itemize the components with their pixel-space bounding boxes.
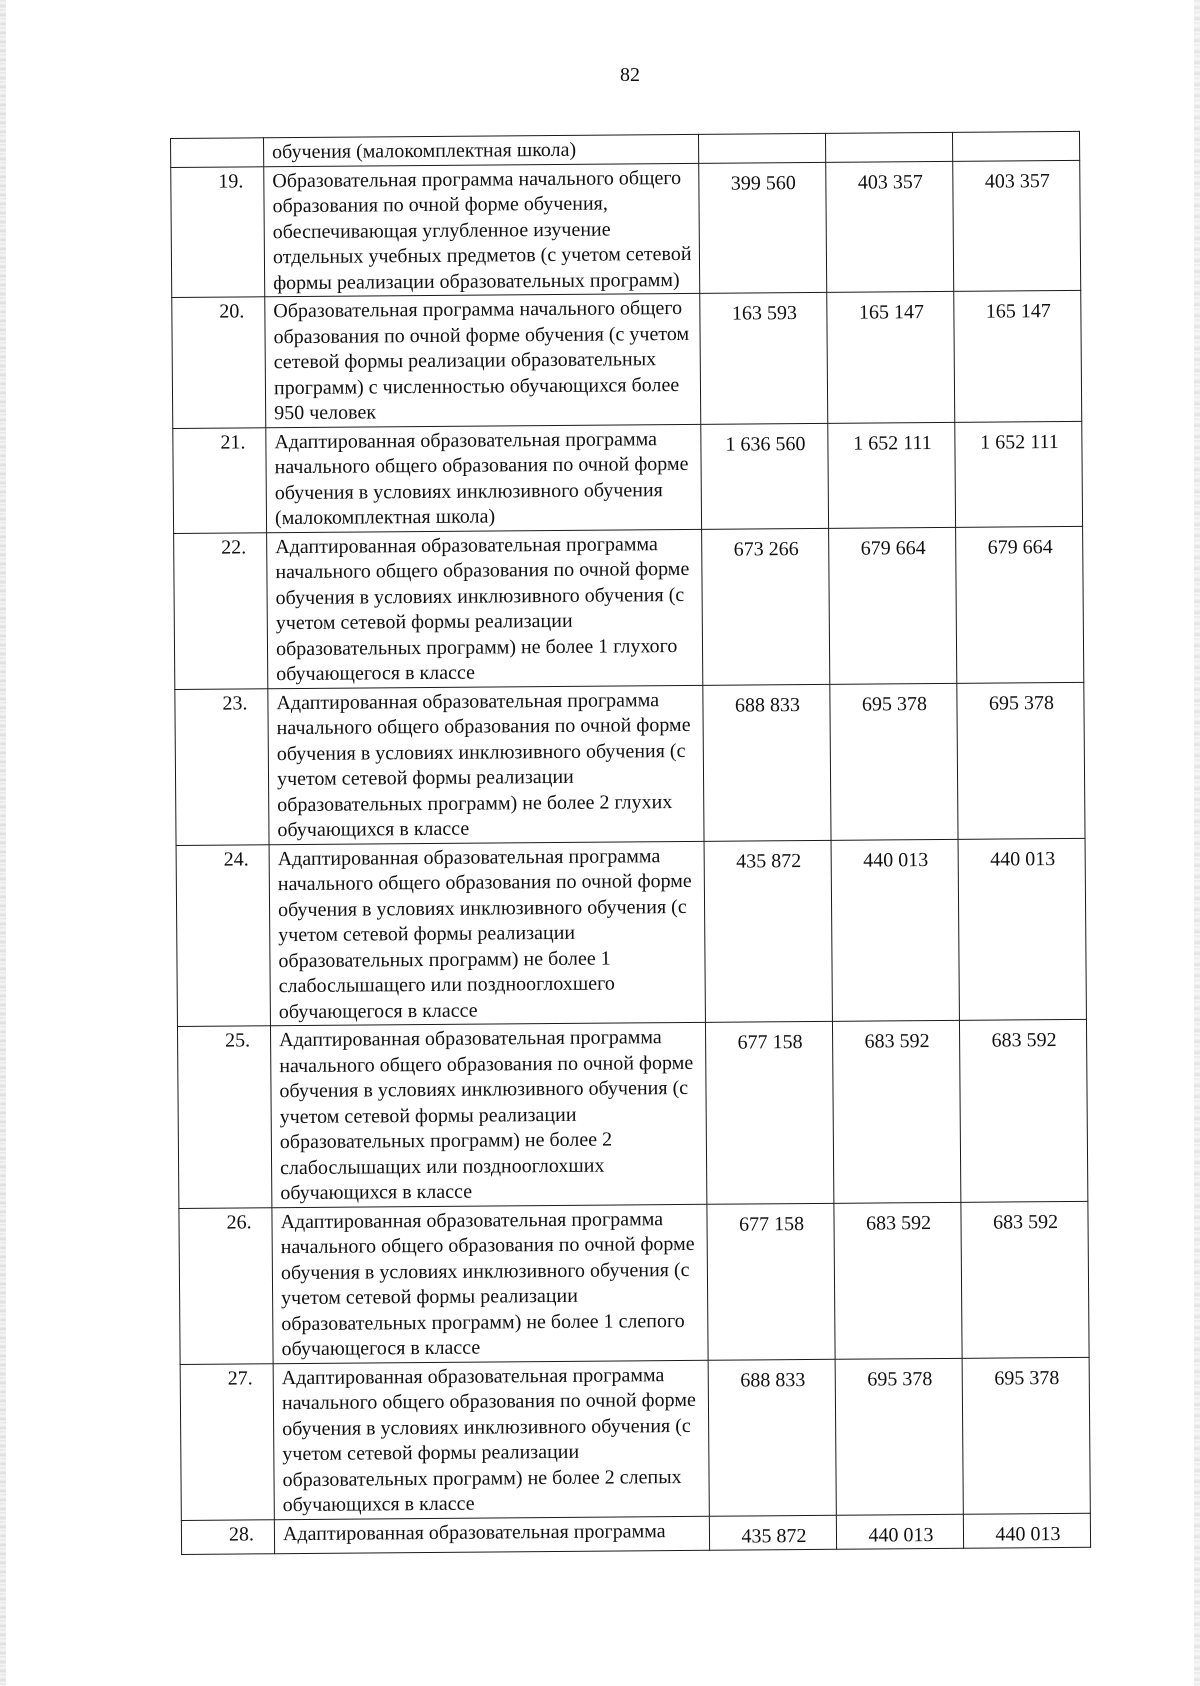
table-row — [173, 421, 1083, 533]
table-row — [181, 1513, 1090, 1555]
value-cell-1: 435 872 — [709, 1515, 836, 1550]
value-cell-2: 683 592 — [834, 1202, 962, 1359]
row-number-cell: 22. — [174, 532, 268, 689]
value-cell-2 — [825, 132, 952, 161]
value-cell-3: 165 147 — [954, 290, 1082, 421]
value-cell-3: 695 378 — [962, 1357, 1090, 1514]
value-cell-3 — [952, 131, 1079, 160]
value-cell-2: 1 652 111 — [828, 422, 956, 528]
row-number-cell: 19. — [171, 166, 265, 297]
row-number-cell: 24. — [176, 844, 270, 1026]
value-cell-1: 163 593 — [700, 292, 828, 423]
row-number-cell: 27. — [180, 1363, 274, 1520]
program-name-cell: Адаптированная образовательная программа начального общего образования по очной форме обучения в условиях инклюзивного обучения (с учетом сетевой формы реализации образовательных программ) не более 2 глухих обучающихся в классе — [268, 685, 704, 844]
value-cell-3: 440 013 — [963, 1513, 1090, 1548]
row-number-cell: 21. — [173, 427, 267, 533]
value-cell-1 — [698, 133, 825, 162]
value-cell-3: 683 592 — [959, 1019, 1087, 1201]
value-cell-2: 695 378 — [830, 683, 958, 840]
value-cell-1: 435 872 — [704, 840, 832, 1022]
program-name-cell: обучения (малокомплектная школа) — [264, 134, 699, 166]
program-name-cell: Образовательная программа начального общего образования по очной форме обучения, обеспечивающая углубленное изучение отдельных учебных предметов (с учетом сетевой формы реализации образовательных программ) — [264, 163, 700, 297]
value-cell-3: 679 664 — [956, 526, 1084, 683]
table-row — [172, 290, 1082, 428]
value-cell-3: 440 013 — [958, 838, 1086, 1020]
value-cell-2: 683 592 — [832, 1020, 960, 1202]
row-number-cell: 20. — [172, 297, 266, 428]
table-body — [171, 131, 1091, 1554]
value-cell-3: 683 592 — [961, 1201, 1089, 1358]
value-cell-2: 440 013 — [831, 839, 959, 1021]
row-number-cell: 25. — [177, 1026, 271, 1208]
page-number: 82 — [620, 64, 640, 86]
table-row — [175, 682, 1085, 845]
program-name-cell: Адаптированная образовательная программа начального общего образования по очной форме обучения в условиях инклюзивного обучения (с учетом сетевой формы реализации образовательных программ) не более 2 слабослышащих или позднооглохших обучающихся в классе — [270, 1022, 706, 1207]
program-name-cell: Адаптированная образовательная программа начального общего образования по очной форме обучения в условиях инклюзивного обучения (с учетом сетевой формы реализации образовательных программ) не более 1 глухого обучающегося в классе — [267, 529, 703, 688]
value-cell-1: 399 560 — [699, 162, 827, 293]
scan-edge-right — [1194, 0, 1200, 1686]
program-name-cell: Образовательная программа начального общего образования по очной форме обучения (с учетом сетевой формы реализации образовательных программ) с численностью обучающихся более 950 человек — [265, 293, 701, 427]
table-row — [176, 838, 1086, 1027]
program-name-cell: Адаптированная образовательная программа начального общего образования по очной форме обучения в условиях инклюзивного обучения (с учетом сетевой формы реализации образовательных программ) не более 2 слепых обучающихся в классе — [273, 1360, 709, 1519]
value-cell-3: 695 378 — [957, 682, 1085, 839]
value-cell-2: 165 147 — [827, 291, 955, 422]
row-number-cell — [171, 138, 264, 167]
value-cell-1: 1 636 560 — [701, 423, 829, 529]
row-number-cell: 28. — [181, 1519, 274, 1554]
table-row — [174, 526, 1084, 689]
value-cell-1: 677 158 — [707, 1203, 835, 1360]
cost-table — [170, 131, 1091, 1555]
row-number-cell: 26. — [179, 1207, 273, 1364]
value-cell-3: 1 652 111 — [955, 421, 1083, 527]
table-row — [179, 1201, 1089, 1364]
program-name-cell: Адаптированная образовательная программа начального общего образования по очной форме обучения в условиях инклюзивного обучения (с учетом сетевой формы реализации образовательных программ) не более 1 слепого обучающегося в классе — [272, 1204, 708, 1363]
value-cell-2: 695 378 — [835, 1358, 963, 1515]
row-number-cell: 23. — [175, 688, 269, 845]
value-cell-1: 688 833 — [703, 684, 831, 841]
value-cell-1: 688 833 — [708, 1359, 836, 1516]
value-cell-3: 403 357 — [953, 160, 1081, 291]
table-row — [177, 1019, 1087, 1208]
value-cell-2: 440 013 — [836, 1514, 963, 1549]
scan-edge-left — [0, 0, 6, 1686]
table-row — [180, 1357, 1090, 1520]
value-cell-1: 677 158 — [705, 1021, 833, 1203]
value-cell-1: 673 266 — [702, 528, 830, 685]
table-row — [171, 160, 1081, 298]
value-cell-2: 403 357 — [826, 161, 954, 292]
value-cell-2: 679 664 — [829, 527, 957, 684]
program-name-cell: Адаптированная образовательная программа начального общего образования по очной форме обучения в условиях инклюзивного обучения (малокомплектная школа) — [266, 424, 702, 532]
program-name-cell: Адаптированная образовательная программа начального общего образования по очной форме обучения в условиях инклюзивного обучения (с учетом сетевой формы реализации образовательных программ) не более 1 слабослышащего или позднооглохшего обучающегося в классе — [269, 841, 705, 1026]
program-name-cell: Адаптированная образовательная программа — [274, 1516, 709, 1554]
